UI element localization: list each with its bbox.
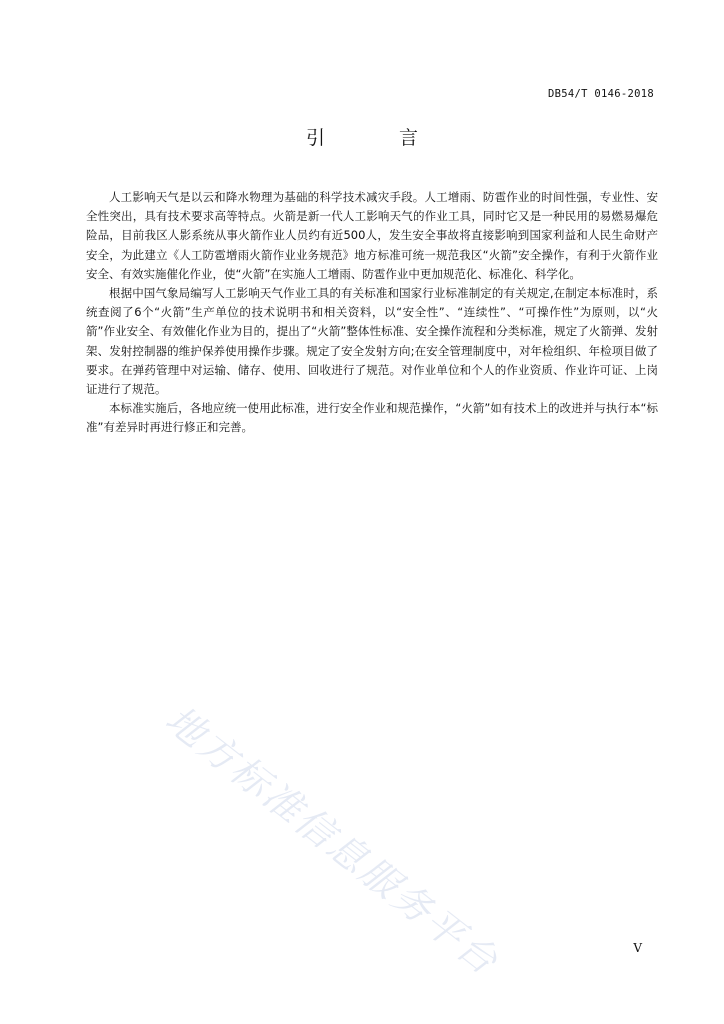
watermark: 地方标准信息服务平台 — [157, 697, 508, 985]
introduction-body — [86, 188, 658, 438]
standard-code: DB54/T 0146-2018 — [548, 88, 654, 100]
paragraph-3: 本标准实施后，各地应统一使用此标准，进行安全作业和规范操作，“火箭”如有技术上的改进并与执行本“标准”有差异时再进行修正和完善。 — [86, 401, 658, 435]
paragraph-1: 人工影响天气是以云和降水物理为基础的科学技术减灾手段。人工增雨、防雹作业的时间性强，专业性、安全性突出，具有技术要求高等特点。火箭是新一代人工影响天气的作业工具，同时它又是一种民用的易燃易爆危险品，目前我区人影系统从事火箭作业人员约有近500人，发生安全事故将直接影响到国家利益和人民生命财产安全，为此建立《人工防雹增雨火箭作业业务规范》地方标准可统一规范我区“火箭”安全操作，有利于火箭作业安全、有效实施催化作业，使“火箭”在实施人工增雨、防雹作业中更加规范化、标准化、科学化。 — [86, 190, 658, 281]
paragraph-2: 根据中国气象局编写人工影响天气作业工具的有关标准和国家行业标准制定的有关规定,在制定本标准时，系统查阅了6个“火箭”生产单位的技术说明书和相关资料，以“安全性”、“连续性”、“可操作性”为原则，以“火箭”作业安全、有效催化作业为目的，提出了“火箭”整体性标准、安全操作流程和分类标准，规定了火箭弹、发射架、发射控制器的维护保养使用操作步骤。规定了安全发射方向;在安全管理制度中，对年检组织、年检项目做了要求。在弹药管理中对运输、储存、使用、回收进行了规范。对作业单位和个人的作业资质、作业许可证、上岗证进行了规范。 — [86, 286, 658, 397]
page-title: 引 言 — [305, 127, 453, 149]
page-number: V — [633, 941, 642, 955]
